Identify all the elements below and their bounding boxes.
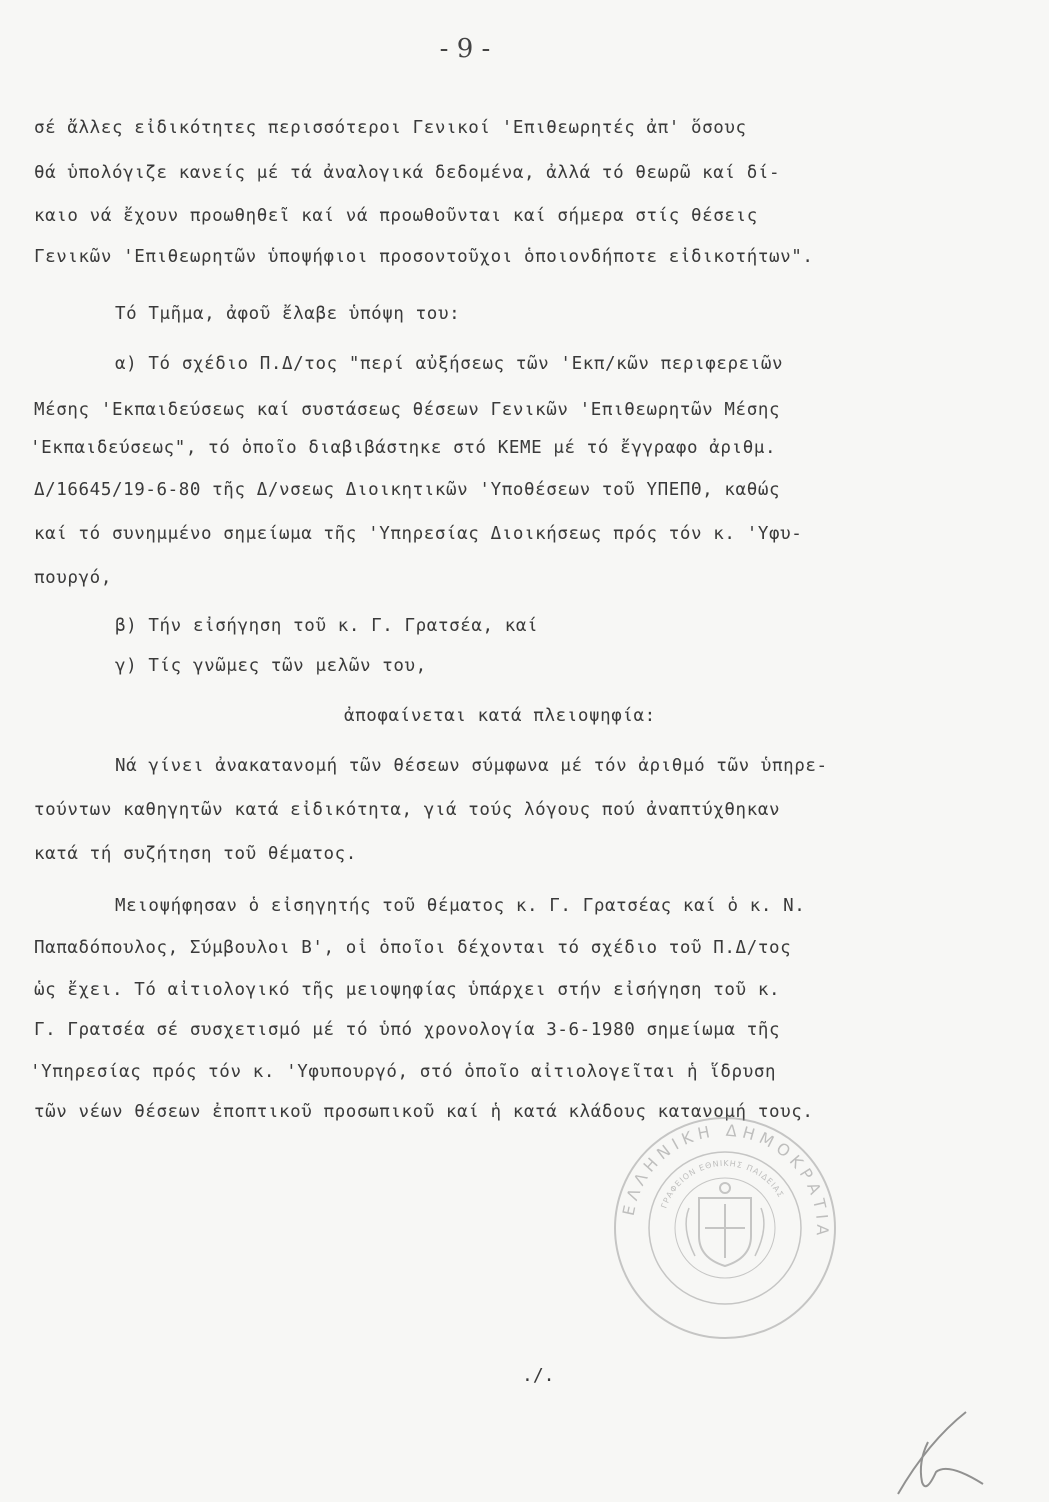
- seal-outer-text: ΕΛΛΗΝΙΚΗ ΔΗΜΟΚΡΑΤΙΑ: [618, 1120, 833, 1241]
- official-seal-icon: [612, 1115, 838, 1341]
- item-a-line: 'Εκπαιδεύσεως", τό ὁποῖο διαβιβάστηκε στό ΚΕΜΕ μέ τό ἔγγραφο ἀριθμ.: [30, 438, 777, 458]
- item-a-line: πουργό,: [34, 568, 112, 588]
- intro-line: Τό Τμῆμα, ἀφοῦ ἔλαβε ὑπόψη του:: [115, 304, 461, 324]
- decision-line: κατά τή συζήτηση τοῦ θέματος.: [34, 844, 357, 864]
- minority-line: Παπαδόπουλος, Σύμβουλοι Β', οἱ ὁποῖοι δέχονται τό σχέδιο τοῦ Π.Δ/τος: [34, 938, 792, 958]
- item-a-line: Δ/16645/19-6-80 τῆς Δ/νσεως Διοικητικῶν 'Υποθέσεων τοῦ ΥΠΕΠΘ, καθώς: [34, 480, 781, 500]
- decision-line: Νά γίνει ἀνακατανομή τῶν θέσεων σύμφωνα μέ τόν ἀριθμό τῶν ὑπηρε-: [115, 756, 828, 776]
- signature-icon: [888, 1402, 988, 1502]
- text-line: Γενικῶν 'Επιθεωρητῶν ὑποψήφιοι προσοντοῦχοι ὁποιονδήποτε εἰδικοτήτων".: [34, 247, 814, 267]
- item-c-line: γ) Τίς γνῶμες τῶν μελῶν του,: [115, 656, 427, 676]
- item-b-line: β) Τήν εἰσήγηση τοῦ κ. Γ. Γρατσέα, καί: [115, 616, 539, 636]
- decision-heading: ἀποφαίνεται κατά πλειοψηφία:: [344, 706, 656, 726]
- page-number: - 9 -: [439, 34, 491, 64]
- minority-line: 'Υπηρεσίας πρός τόν κ. 'Υφυπουργό, στό ὁποῖο αἰτιολογεῖται ἡ ἵδρυση: [30, 1062, 777, 1082]
- text-line: σέ ἄλλες εἰδικότητες περισσότεροι Γενικοί 'Επιθεωρητές ἀπ' ὅσους: [34, 118, 747, 138]
- item-a-line: καί τό συνημμένο σημείωμα τῆς 'Υπηρεσίας Διοικήσεως πρός τόν κ. 'Υφυ-: [34, 524, 803, 544]
- text-line: καιο νά ἔχουν προωθηθεῖ καί νά προωθοῦνται καί σήμερα στίς θέσεις: [34, 206, 758, 226]
- minority-line: Μειοψήφησαν ὁ εἰσηγητής τοῦ θέματος κ. Γ. Γρατσέας καί ὁ κ. Ν.: [115, 896, 806, 916]
- seal-inner-text: ΓΡΑΦΕΙΟΝ ΕΘΝΙΚΗΣ ΠΑΙΔΕΙΑΣ: [659, 1158, 786, 1210]
- item-a-line: Μέσης 'Εκπαιδεύσεως καί συστάσεως θέσεων Γενικῶν 'Επιθεωρητῶν Μέσης: [34, 400, 781, 420]
- item-a-line: α) Τό σχέδιο Π.Δ/τος "περί αὐξήσεως τῶν 'Εκπ/κῶν περιφερειῶν: [115, 354, 784, 374]
- minority-line: Γ. Γρατσέα σέ συσχετισμό μέ τό ὑπό χρονολογία 3-6-1980 σημείωμα τῆς: [34, 1020, 781, 1040]
- minority-line: ὡς ἔχει. Τό αἰτιολογικό τῆς μειοψηφίας ὑπάρχει στήν εἰσήγηση τοῦ κ.: [34, 980, 781, 1000]
- text-line: θά ὑπολόγιζε κανείς μέ τά ἀναλογικά δεδομένα, ἀλλά τό θεωρῶ καί δί-: [34, 163, 781, 183]
- minority-line: τῶν νέων θέσεων ἐποπτικοῦ προσωπικοῦ καί ἡ κατά κλάδους κατανομή τους.: [34, 1102, 814, 1122]
- decision-line: τούντων καθηγητῶν κατά εἰδικότητα, γιά τούς λόγους πού ἀναπτύχθηκαν: [34, 800, 781, 820]
- end-mark: ./.: [522, 1365, 555, 1386]
